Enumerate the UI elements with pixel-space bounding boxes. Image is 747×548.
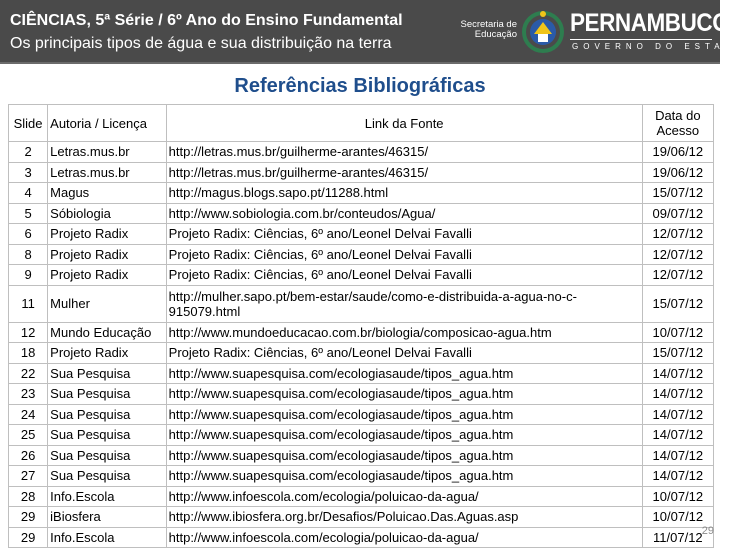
cell-autoria: Letras.mus.br xyxy=(48,162,167,183)
cell-link: http://www.infoescola.com/ecologia/poluicao-da-agua/ xyxy=(166,527,642,548)
cell-data: 14/07/12 xyxy=(642,404,713,425)
cell-autoria: Letras.mus.br xyxy=(48,142,167,163)
cell-data: 10/07/12 xyxy=(642,486,713,507)
header-data: Data do Acesso xyxy=(642,105,713,142)
table-row xyxy=(9,162,714,183)
cell-autoria: Projeto Radix xyxy=(48,265,167,286)
cell-data: 12/07/12 xyxy=(642,244,713,265)
cell-link: http://letras.mus.br/guilherme-arantes/46315/ xyxy=(166,162,642,183)
table-row xyxy=(9,244,714,265)
cell-data: 19/06/12 xyxy=(642,162,713,183)
cell-autoria: Sua Pesquisa xyxy=(48,425,167,446)
cell-autoria: Projeto Radix xyxy=(48,224,167,245)
header-title: CIÊNCIAS, 5ª Série / 6º Ano do Ensino Fundamental xyxy=(10,12,403,29)
cell-link: http://www.suapesquisa.com/ecologiasaude/tipos_agua.htm xyxy=(166,445,642,466)
cell-link: http://letras.mus.br/guilherme-arantes/46315/ xyxy=(166,142,642,163)
cell-data: 14/07/12 xyxy=(642,363,713,384)
table-row xyxy=(9,224,714,245)
cell-link: Projeto Radix: Ciências, 6º ano/Leonel Delvai Favalli xyxy=(166,224,642,245)
brand-subtitle: GOVERNO DO ESTADO xyxy=(572,42,747,51)
cell-slide: 28 xyxy=(9,486,48,507)
cell-link: http://www.suapesquisa.com/ecologiasaude/tipos_agua.htm xyxy=(166,363,642,384)
secretaria-logo-text: Secretaria de Educação xyxy=(460,19,517,40)
cell-slide: 18 xyxy=(9,343,48,364)
cell-slide: 29 xyxy=(9,507,48,528)
cell-slide: 2 xyxy=(9,142,48,163)
table-row xyxy=(9,142,714,163)
table-row xyxy=(9,404,714,425)
cell-link: http://www.suapesquisa.com/ecologiasaude/tipos_agua.htm xyxy=(166,425,642,446)
cell-autoria: Sóbiologia xyxy=(48,203,167,224)
cell-slide: 29 xyxy=(9,527,48,548)
cell-link: http://magus.blogs.sapo.pt/11288.html xyxy=(166,183,642,204)
cell-autoria: Magus xyxy=(48,183,167,204)
table-row xyxy=(9,445,714,466)
cell-data: 11/07/12 xyxy=(642,527,713,548)
slide-header xyxy=(0,0,747,62)
cell-autoria: Sua Pesquisa xyxy=(48,445,167,466)
cell-slide: 12 xyxy=(9,322,48,343)
cell-data: 10/07/12 xyxy=(642,507,713,528)
cell-data: 09/07/12 xyxy=(642,203,713,224)
cell-slide: 6 xyxy=(9,224,48,245)
cell-data: 10/07/12 xyxy=(642,322,713,343)
table-row xyxy=(9,507,714,528)
cell-data: 15/07/12 xyxy=(642,285,713,322)
cell-slide: 8 xyxy=(9,244,48,265)
cell-autoria: Sua Pesquisa xyxy=(48,466,167,487)
cell-slide: 5 xyxy=(9,203,48,224)
table-row xyxy=(9,203,714,224)
cell-autoria: iBiosfera xyxy=(48,507,167,528)
table-row xyxy=(9,322,714,343)
brand-divider xyxy=(570,39,712,40)
header-subtitle: Os principais tipos de água e sua distribuição na terra xyxy=(10,35,392,52)
cell-autoria: Mulher xyxy=(48,285,167,322)
cell-autoria: Info.Escola xyxy=(48,486,167,507)
table-row xyxy=(9,466,714,487)
cell-data: 15/07/12 xyxy=(642,343,713,364)
cell-link: Projeto Radix: Ciências, 6º ano/Leonel Delvai Favalli xyxy=(166,265,642,286)
cell-data: 14/07/12 xyxy=(642,445,713,466)
cell-data: 12/07/12 xyxy=(642,224,713,245)
cell-link: http://www.suapesquisa.com/ecologiasaude/tipos_agua.htm xyxy=(166,404,642,425)
cell-slide: 25 xyxy=(9,425,48,446)
cell-slide: 27 xyxy=(9,466,48,487)
cell-link: http://www.ibiosfera.org.br/Desafios/Poluicao.Das.Aguas.asp xyxy=(166,507,642,528)
cell-autoria: Mundo Educação xyxy=(48,322,167,343)
table-row xyxy=(9,363,714,384)
cell-link: http://www.suapesquisa.com/ecologiasaude/tipos_agua.htm xyxy=(166,466,642,487)
cell-link: http://www.infoescola.com/ecologia/poluicao-da-agua/ xyxy=(166,486,642,507)
table-row xyxy=(9,486,714,507)
header-link: Link da Fonte xyxy=(166,105,642,142)
cell-data: 19/06/12 xyxy=(642,142,713,163)
section-heading: Referências Bibliográficas xyxy=(234,75,486,97)
cell-autoria: Sua Pesquisa xyxy=(48,384,167,405)
table-header-row xyxy=(9,105,714,142)
cell-slide: 4 xyxy=(9,183,48,204)
table-row xyxy=(9,425,714,446)
cell-slide: 24 xyxy=(9,404,48,425)
coat-of-arms-icon xyxy=(522,10,564,54)
cell-slide: 26 xyxy=(9,445,48,466)
cell-data: 14/07/12 xyxy=(642,466,713,487)
cell-autoria: Projeto Radix xyxy=(48,244,167,265)
cell-slide: 9 xyxy=(9,265,48,286)
cell-autoria: Sua Pesquisa xyxy=(48,404,167,425)
cell-slide: 23 xyxy=(9,384,48,405)
cell-data: 12/07/12 xyxy=(642,265,713,286)
cell-link: http://mulher.sapo.pt/bem-estar/saude/como-e-distribuida-a-agua-no-c-915079.html xyxy=(166,285,642,322)
cell-link: Projeto Radix: Ciências, 6º ano/Leonel Delvai Favalli xyxy=(166,343,642,364)
header-slide: Slide xyxy=(9,105,48,142)
table-row xyxy=(9,527,714,548)
cell-autoria: Sua Pesquisa xyxy=(48,363,167,384)
brand-name: PERNAMBUCO xyxy=(570,9,730,37)
cell-link: http://www.suapesquisa.com/ecologiasaude/tipos_agua.htm xyxy=(166,384,642,405)
table-row xyxy=(9,265,714,286)
header-divider xyxy=(0,62,720,64)
cell-data: 14/07/12 xyxy=(642,425,713,446)
table-row xyxy=(9,183,714,204)
table-row xyxy=(9,384,714,405)
page-number: 29 xyxy=(701,525,714,537)
header-autoria: Autoria / Licença xyxy=(48,105,167,142)
cell-link: http://www.mundoeducacao.com.br/biologia/composicao-agua.htm xyxy=(166,322,642,343)
cell-autoria: Projeto Radix xyxy=(48,343,167,364)
cell-autoria: Info.Escola xyxy=(48,527,167,548)
table-row xyxy=(9,343,714,364)
cell-slide: 11 xyxy=(9,285,48,322)
table-row xyxy=(9,285,714,322)
cell-link: Projeto Radix: Ciências, 6º ano/Leonel Delvai Favalli xyxy=(166,244,642,265)
cell-slide: 3 xyxy=(9,162,48,183)
cell-link: http://www.sobiologia.com.br/conteudos/Agua/ xyxy=(166,203,642,224)
references-table xyxy=(8,104,714,548)
cell-data: 14/07/12 xyxy=(642,384,713,405)
cell-slide: 22 xyxy=(9,363,48,384)
cell-data: 15/07/12 xyxy=(642,183,713,204)
